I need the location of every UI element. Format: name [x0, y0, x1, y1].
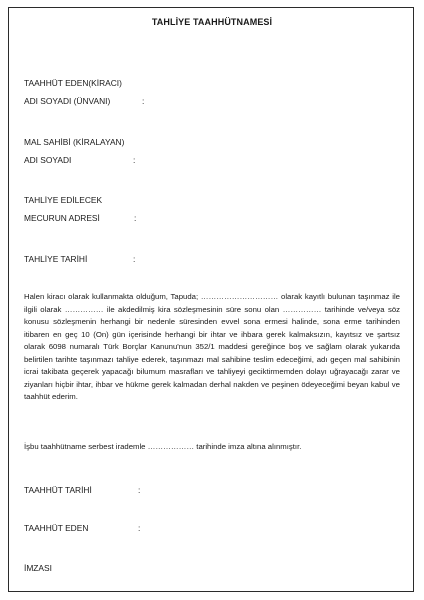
committer-colon: : [138, 523, 141, 533]
owner-name-colon: : [133, 155, 136, 165]
signature-label: İMZASI [24, 563, 52, 573]
commitment-paragraph: Halen kiracı olarak kullanmakta olduğum, Tapuda; ………………………… olarak kayıtlı bulunan taşınmaz ile ilgili olarak …………… ile akdedilmiş kira sözleşmesinin süre sonu olan …………… tarihinde ve/veya söz konusu sözleşmenin herhangi bir nedenle süresinden evvel sona ermesi halinde, sona erme tarihinden itibaren en geç 10 (On) gün içerisinde herhangi bir ihtar ve ihbara gerek kalmaksızın, kayıtsız ve şartsız olarak 6098 numaralı Türk Borçlar Kanunu'nun 352/1 maddesi gereğince boş ve sağlam olarak yukarıda belirtilen tarihte taşınmazı tahliye ederek, taşınmazı mal sahibine teslim edeceğimi, adı geçen mal sahibinin icrai takibata geçerek yapacağı bilumum masrafları ve tahliyeyi geciktirmemden dolayı uğrayacağı zarar ve ziyanları hiçbir ihtar, ihbar ve hükme gerek kalmadan derhal nakden ve peşinen ödeyeceğimi beyan kabul ve taahhüt ederim. [24, 292, 400, 402]
commitment-date-label: TAAHHÜT TARİHİ [24, 485, 92, 495]
property-address-colon: : [134, 213, 137, 223]
tenant-name-colon: : [142, 96, 145, 106]
owner-name-label: ADI SOYADI [24, 155, 72, 165]
signing-statement: İşbu taahhütname serbest irademle ……………… tarihinde imza altına alınmıştır. [24, 442, 302, 451]
owner-heading: MAL SAHİBİ (KİRALAYAN) [24, 137, 125, 147]
document-title: TAHLİYE TAAHHÜTNAMESİ [151, 17, 273, 27]
eviction-date-label: TAHLİYE TARİHİ [24, 254, 88, 264]
tenant-name-label: ADI SOYADI (ÜNVANI) [24, 96, 111, 106]
eviction-date-colon: : [133, 254, 136, 264]
property-address-label: MECURUN ADRESİ [24, 213, 100, 223]
commitment-date-colon: : [138, 485, 141, 495]
property-label-line1: TAHLİYE EDİLECEK [24, 195, 103, 205]
tenant-heading: TAAHHÜT EDEN(KİRACI) [24, 78, 122, 88]
committer-label: TAAHHÜT EDEN [24, 523, 89, 533]
